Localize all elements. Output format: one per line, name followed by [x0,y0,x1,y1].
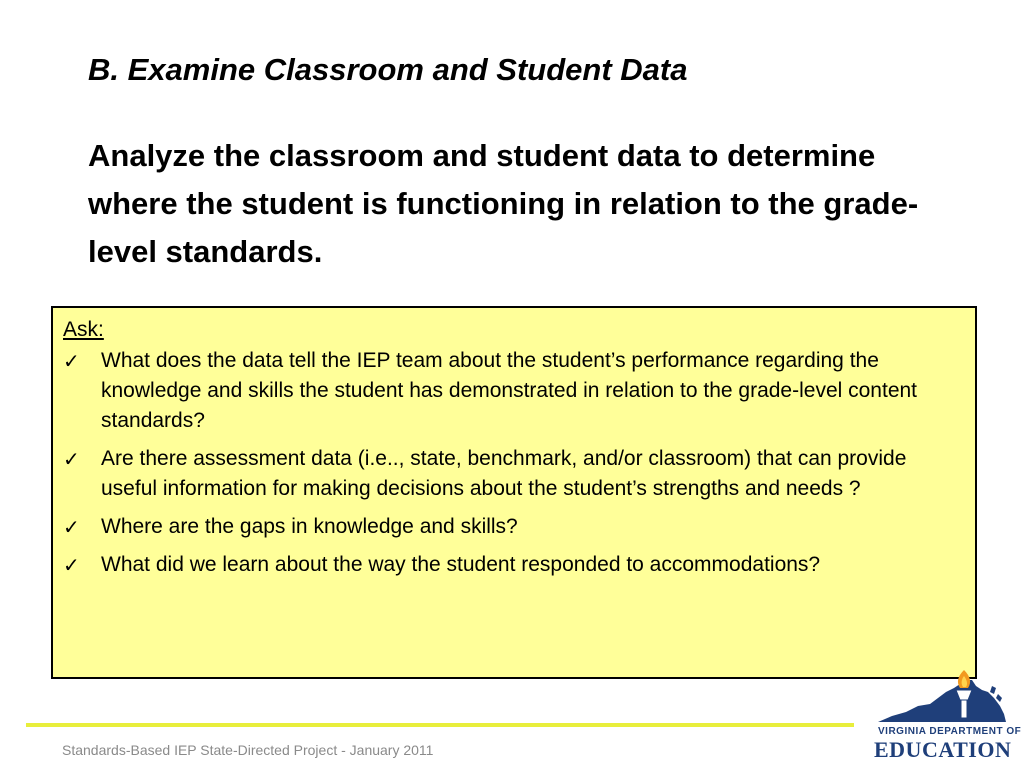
footer-text: Standards-Based IEP State-Directed Project - January 2011 [62,742,434,758]
checkmark-icon: ✓ [63,447,80,471]
virginia-map-torch-logo [872,668,1012,728]
slide-subtitle: B. Examine Classroom and Student Data [88,52,688,87]
list-item-text: Are there assessment data (i.e.., state, benchmark, and/or classroom) that can provide useful information for making decisions about the student’s strengths and needs ? [101,447,907,500]
list-item [63,444,961,504]
checkmark-icon: ✓ [63,349,80,373]
list-item-text: What did we learn about the way the student responded to accommodations? [101,553,821,576]
logo-line-1: VIRGINIA DEPARTMENT OF [878,726,1022,737]
ask-box [51,306,977,679]
logo-line-2: EDUCATION [874,737,1012,762]
list-item [63,512,961,542]
vdoe-logo [872,668,1022,764]
list-item [63,346,961,436]
checkmark-icon: ✓ [63,553,80,577]
slide-heading: Analyze the classroom and student data to determine where the student is functioning in relation to the grade-level standards. [88,138,919,269]
list-item-text: What does the data tell the IEP team about the student’s performance regarding the knowledge and skills the student has demonstrated in relation to the grade-level content standards? [101,349,918,432]
checkmark-icon: ✓ [63,515,80,539]
list-item [63,550,961,580]
list-item-text: Where are the gaps in knowledge and skills? [101,515,518,538]
ask-list [63,346,961,580]
ask-label: Ask: [63,318,104,341]
footer-divider [26,723,854,727]
